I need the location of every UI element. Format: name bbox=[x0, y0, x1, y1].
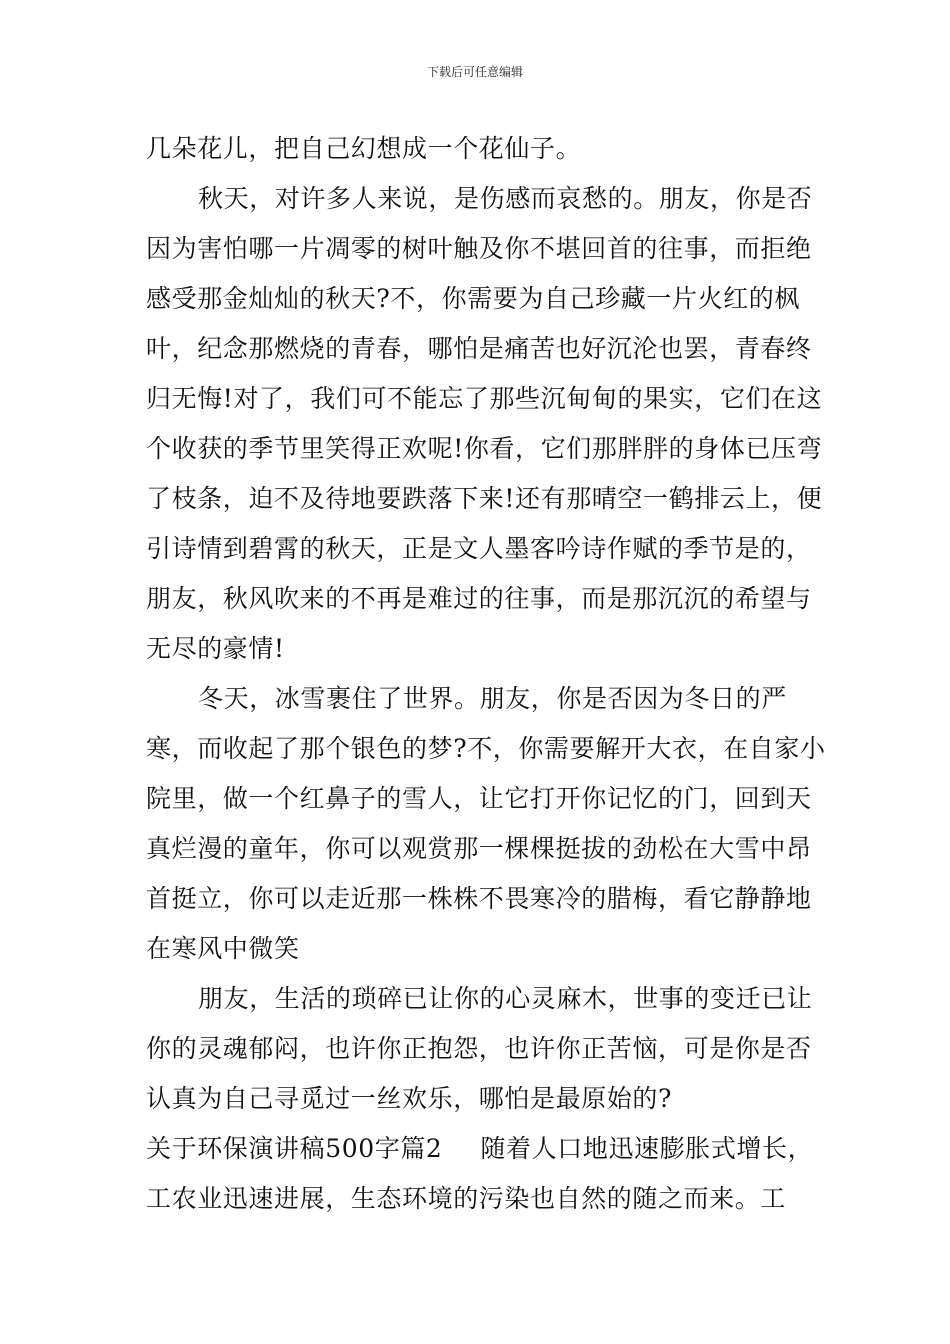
paragraph-continuation: 几朵花儿，把自己幻想成一个花仙子。 bbox=[146, 134, 582, 163]
paragraph-autumn: 秋天，对许多人来说，是伤感而哀愁的。朋友，你是否因为害怕哪一片凋零的树叶触及你不堪回首的往事，而拒绝感受那金灿灿的秋天?不，你需要为自己珍藏一片火红的枫叶，纪念那燃烧的青春，哪怕是痛苦也好沉沦也罢，青春终归无悔!对了，我们可不能忘了那些沉甸甸的果实，它们在这个收获的季节里笑得正欢呢!你看，它们那胖胖的身体已压弯了枝条，迫不及待地要跌落下来!还有那晴空一鹤排云上，便引诗情到碧霄的秋天，正是文人墨客吟诗作赋的季节是的，朋友，秋风吹来的不再是难过的往事，而是那沉沉的希望与无尽的豪情! bbox=[146, 184, 823, 663]
section-title: 关于环保演讲稿500字篇2 bbox=[146, 1134, 443, 1163]
paragraph-friend: 朋友，生活的琐碎已让你的心灵麻木，世事的变迁已让你的灵魂郁闷，也许你正抱怨，也许你正苦恼，可是你是否认真为自己寻觅过一丝欢乐，哪怕是最原始的? bbox=[146, 984, 813, 1113]
paragraph-winter: 冬天，冰雪裹住了世界。朋友，你是否因为冬日的严寒，而收起了那个银色的梦?不，你需要解开大衣，在自家小院里，做一个红鼻子的雪人，让它打开你记忆的门，回到天真烂漫的童年，你可以观赏那一棵棵挺拔的劲松在大雪中昂首挺立，你可以走近那一株株不畏寒冷的腊梅，看它静静地在寒风中微笑 bbox=[146, 684, 826, 963]
section-paragraph bbox=[146, 1124, 826, 1224]
document-body bbox=[146, 124, 826, 1224]
section-body: 随着人口地迅速膨胀式增长，工农业迅速进展，生态环境的污染也自然的随之而来。工 bbox=[146, 1134, 814, 1213]
page-header: 下载后可任意编辑 bbox=[426, 65, 523, 79]
